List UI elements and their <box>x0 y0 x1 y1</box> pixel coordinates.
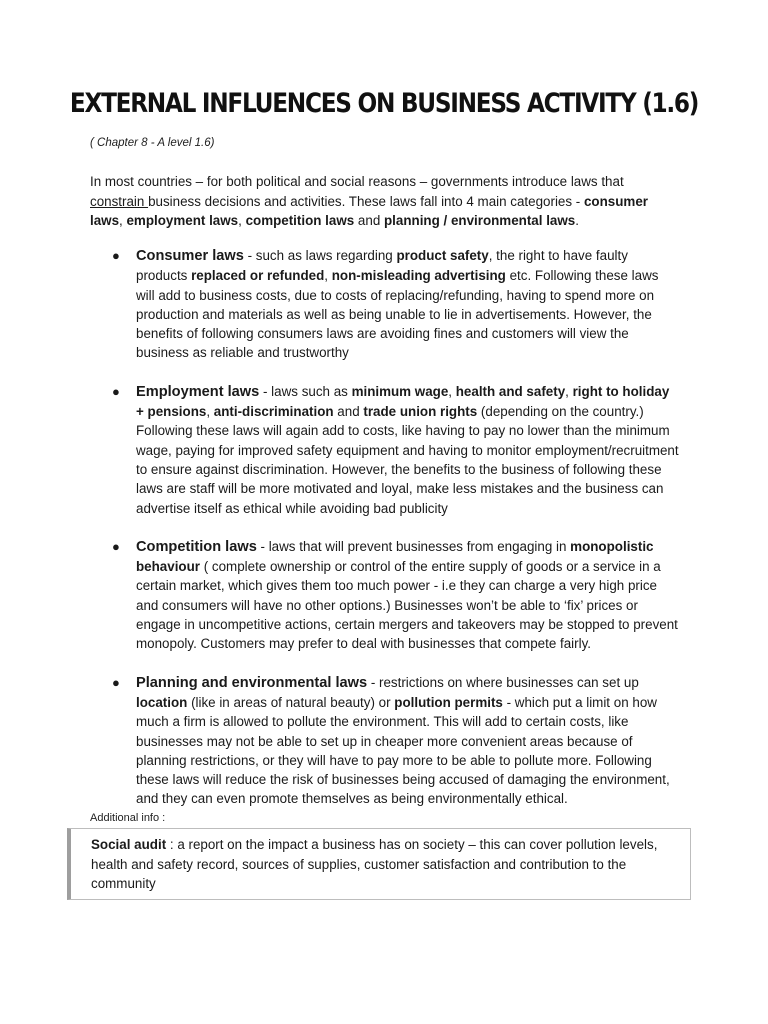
intro-term: planning / environmental laws <box>384 213 576 228</box>
intro-term: consumer laws <box>90 193 648 228</box>
social-audit-definition: : a report on the impact a business has on society – this can cover pollution levels, health and safety record, sources of supplies, customer satisfaction and contribution to the community <box>91 837 658 891</box>
item-heading: Employment laws <box>136 383 260 400</box>
list-item-consumer-laws <box>112 246 680 363</box>
item-text: , <box>565 383 573 399</box>
list-item-planning-laws <box>112 673 680 809</box>
item-term: pollution permits <box>394 694 503 710</box>
item-text: - which put a limit on how much a firm is allowed to pollute the environment. This will add to certain costs, like businesses may not be able to set up in cheaper more convenient areas because of planning restrictions, or they will have to pay more to be able to pollute more. Following these laws will reduce the risk of businesses being accused of damaging the environment, and they can even promote themselves as being environmentally ethical. <box>136 694 670 807</box>
intro-text: and <box>354 213 384 228</box>
item-text: etc. Following these laws will add to business costs, due to costs of replacing/refunding, having to spend more on production and materials as well as being unable to lie in advertisements. However, the benefits of following consumers laws are avoiding fines and customers will view the business as reliable and trustworthy <box>136 268 659 361</box>
item-text: - restrictions on where businesses can set up <box>367 674 639 690</box>
page-title: EXTERNAL INFLUENCES ON BUSINESS ACTIVITY (1.6) <box>69 88 699 119</box>
item-heading: Consumer laws <box>136 248 244 264</box>
item-term: minimum wage <box>351 383 449 399</box>
item-term: trade union rights <box>363 404 478 420</box>
item-term: replaced or refunded <box>191 268 325 284</box>
item-text: ( complete ownership or control of the entire supply of goods or a service in a certain market, which gives them too much power - i.e they can charge a very high price and consumers will have no other options.) Businesses won’t be able to ‘fix’ prices or engage in uncompetitive actions, certain mergers and takeovers may be stopped to prevent monopoly. Customers may prefer to deal with businesses that compete fairly. <box>136 559 678 652</box>
intro-text: In most countries – for both political and social reasons – governments introduce laws that <box>90 174 624 189</box>
social-audit-term: Social audit <box>91 837 167 852</box>
intro-paragraph <box>90 172 680 231</box>
intro-text: . <box>575 213 579 228</box>
item-text: (depending on the country.) Following these laws will again add to costs, like having to pay no lower than the minimum wage, paying for improved safety equipment and having to monitor employment/recruitment to ensure against discrimination. However, the benefits to the business of following these laws are staff will be more motivated and loyal, make less mistakes and the business can advertise itself as ethical while avoiding bad publicity <box>136 404 679 516</box>
item-text: , <box>448 383 456 399</box>
list-item-employment-laws <box>112 382 680 518</box>
item-term: product safety <box>396 248 489 263</box>
item-text: - laws that will prevent businesses from engaging in <box>256 538 571 554</box>
intro-text: , <box>119 213 127 228</box>
law-categories-list <box>112 246 680 828</box>
item-text: , <box>206 404 214 420</box>
additional-info-label: Additional info : <box>90 812 166 824</box>
intro-text: , <box>238 213 246 228</box>
item-term: non-misleading advertising <box>331 268 506 284</box>
item-term: right to holiday + pensions <box>136 383 670 420</box>
intro-term: employment laws <box>126 213 239 228</box>
item-text: - such as laws regarding <box>243 248 397 263</box>
intro-text: business decisions and activities. These laws fall into 4 main categories - <box>148 193 584 209</box>
bullet-icon: ● <box>112 538 120 554</box>
item-term: anti-discrimination <box>213 404 334 420</box>
item-text: - laws such as <box>259 383 352 399</box>
list-item-competition-laws <box>112 537 680 654</box>
item-term: location <box>136 694 188 710</box>
item-term: health and safety <box>455 383 566 399</box>
bullet-icon: ● <box>112 248 120 263</box>
bullet-icon: ● <box>112 383 120 399</box>
social-audit-box <box>67 828 691 900</box>
item-heading: Planning and environmental laws <box>136 674 368 691</box>
item-text: , the right to have faulty products <box>136 248 628 284</box>
item-term: monopolistic behaviour <box>136 538 654 575</box>
item-text: (like in areas of natural beauty) or <box>187 694 395 710</box>
item-heading: Competition laws <box>136 538 257 555</box>
chapter-reference: ( Chapter 8 - A level 1.6) <box>90 137 215 149</box>
intro-underlined: constrain <box>90 193 149 209</box>
item-text: , <box>324 268 332 284</box>
bullet-icon: ● <box>112 674 120 690</box>
intro-term: competition laws <box>245 213 355 228</box>
item-text: and <box>333 404 364 420</box>
